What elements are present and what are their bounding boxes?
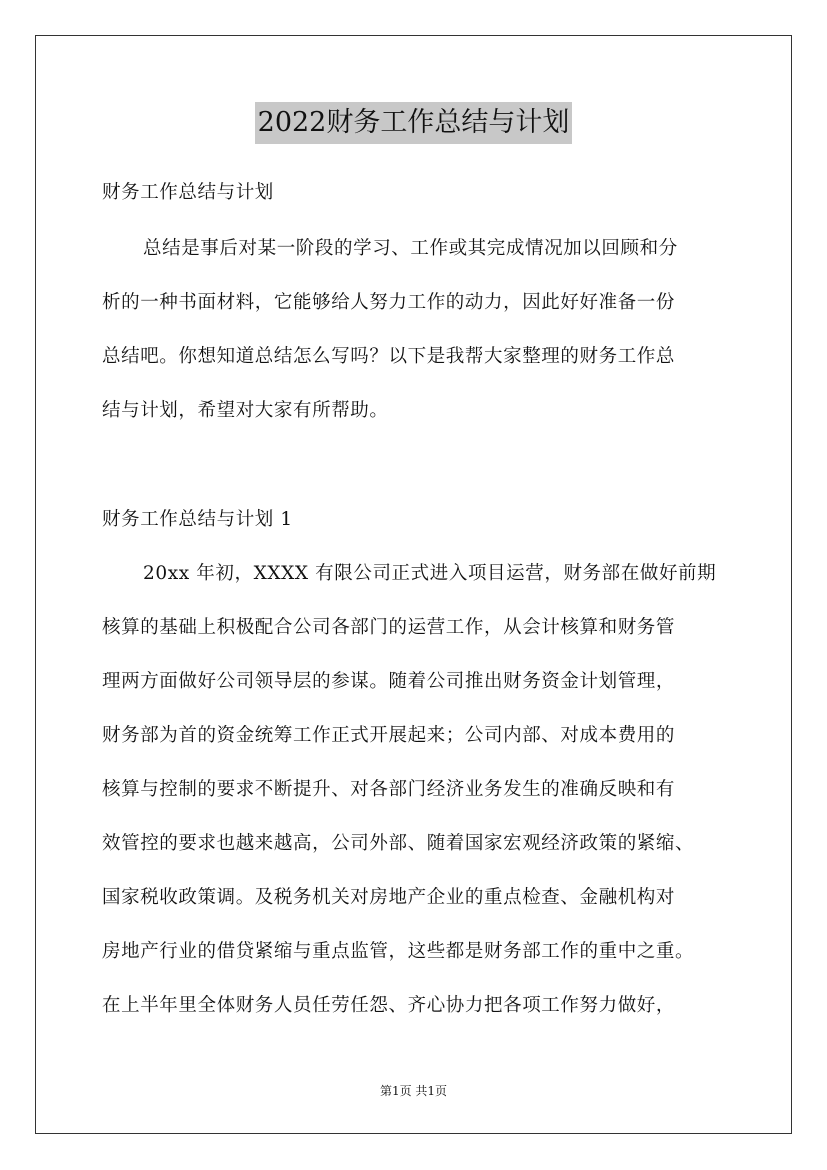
intro-line: 析的一种书面材料，它能够给人努力工作的动力，因此好好准备一份 <box>102 292 676 313</box>
page-footer: 第1页 共1页 <box>379 1084 448 1098</box>
body-line: 理两方面做好公司领导层的参谋。随着公司推出财务资金计划管理， <box>102 671 676 692</box>
body-line: 核算的基础上积极配合公司各部门的运营工作，从会计核算和财务管 <box>102 617 676 638</box>
title-container <box>0 102 827 144</box>
body-line: 20xx 年初，XXXX 有限公司正式进入项目运营，财务部在做好前期 <box>143 563 717 584</box>
body-line: 国家税收政策调。及税务机关对房地产企业的重点检查、金融机构对 <box>102 887 676 908</box>
body-line: 房地产行业的借贷紧缩与重点监管，这些都是财务部工作的重中之重。 <box>102 941 695 962</box>
intro-line: 总结吧。你想知道总结怎么写吗？以下是我帮大家整理的财务工作总 <box>102 346 676 367</box>
intro-line: 总结是事后对某一阶段的学习、工作或其完成情况加以回顾和分 <box>143 238 678 259</box>
section-heading: 财务工作总结与计划 1 <box>102 509 293 530</box>
body-line: 效管控的要求也越来越高，公司外部、随着国家宏观经济政策的紧缩、 <box>102 833 695 854</box>
body-line: 财务部为首的资金统筹工作正式开展起来；公司内部、对成本费用的 <box>102 725 676 746</box>
document-title: 2022财务工作总结与计划 <box>255 102 573 144</box>
body-line: 核算与控制的要求不断提升、对各部门经济业务发生的准确反映和有 <box>102 779 676 800</box>
subtitle: 财务工作总结与计划 <box>102 182 274 203</box>
intro-line: 结与计划，希望对大家有所帮助。 <box>102 400 389 421</box>
body-line: 在上半年里全体财务人员任劳任怨、齐心协力把各项工作努力做好， <box>102 995 676 1016</box>
